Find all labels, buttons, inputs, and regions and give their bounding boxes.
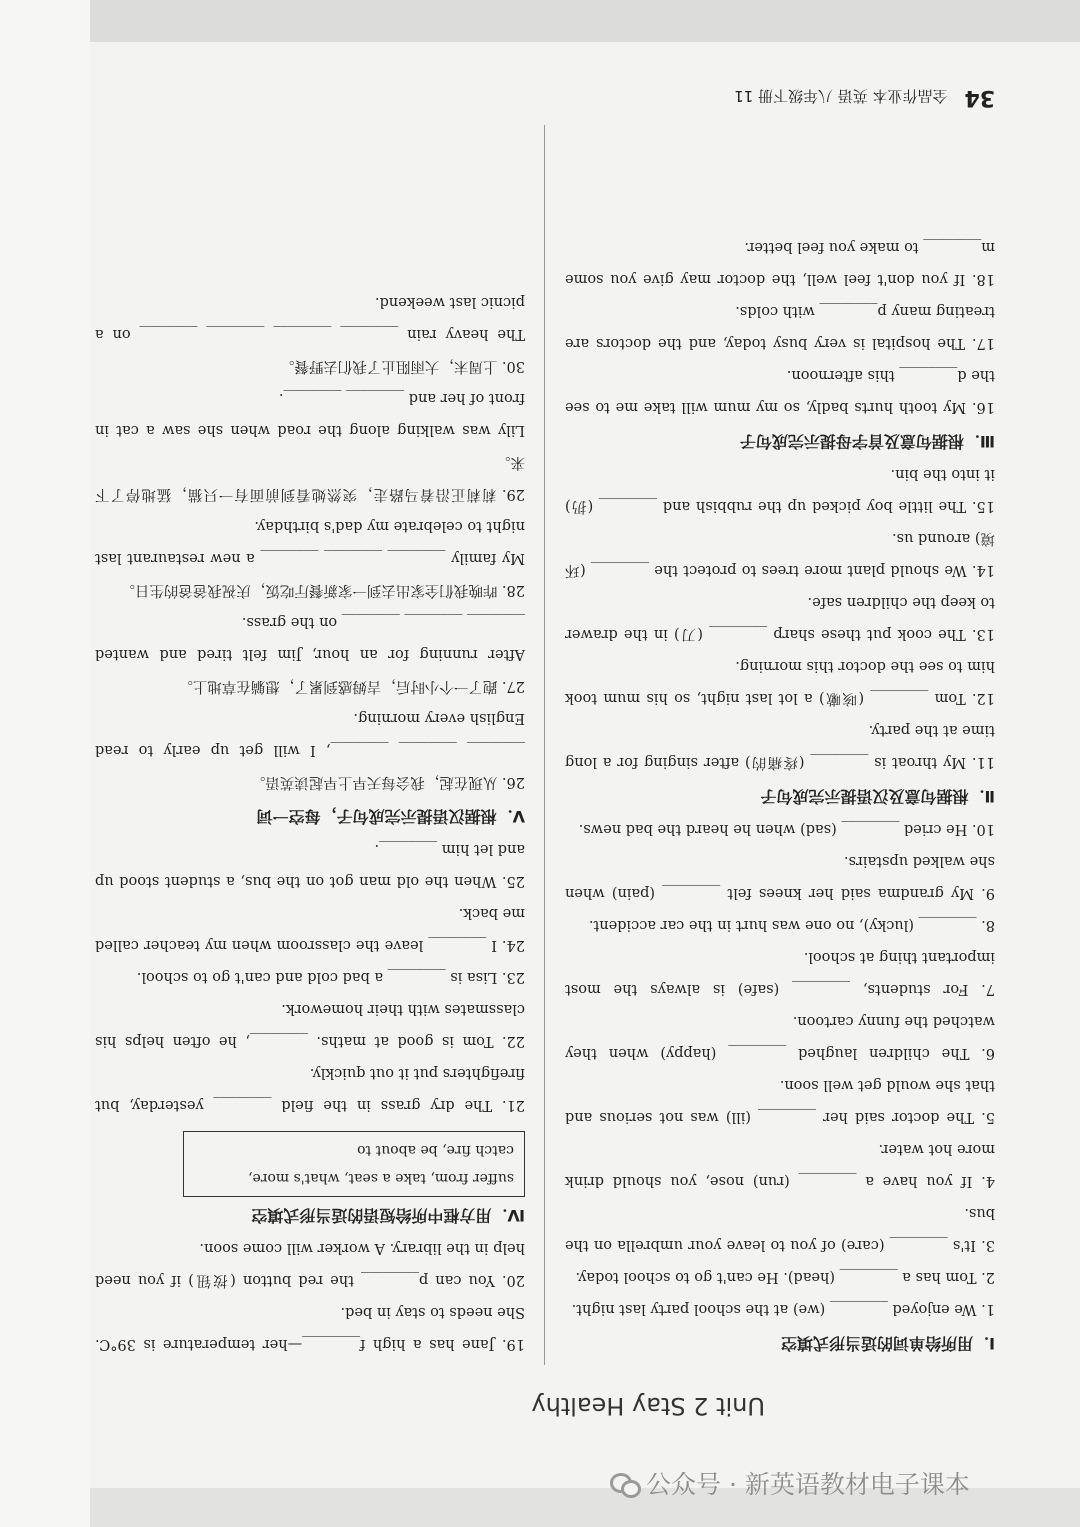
- question-23: 23. Lisa is ________ a bad cold and can't go to school.: [136, 969, 525, 985]
- question-20: 20. You can p________ the red button (按钮) if you need help in the library. A worker will come soon.: [95, 1240, 525, 1288]
- question-13: 13. The cook put these sharp ________ (刀) in the drawer to keep the children safe.: [565, 594, 995, 642]
- question-2: 2. Tom has a ________ (head). He can't go to school today.: [575, 1269, 995, 1285]
- question-17: 17. The hospital is very busy today, and the doctors are treating many p________ with colds.: [565, 303, 995, 351]
- question-3: 3. It's ________ (care) of you to leave your umbrella on the bus.: [565, 1205, 995, 1253]
- right-column: [95, 286, 525, 1360]
- question-22: 22. Tom is good at maths. ________, he often helps his classmates with their homework.: [95, 1001, 525, 1049]
- page-footer: [95, 80, 995, 110]
- question-27-sentence: After running for an hour, Jim felt tired and wanted ________ ________ ________ on the grass.: [95, 614, 525, 662]
- question-15: 15. The little boy picked up the rubbish and ________ (扔) it into the bin.: [565, 466, 995, 514]
- question-1: 1. We enjoyed ________ (we) at the school party last night.: [571, 1301, 995, 1317]
- question-28-prompt: 28. 昨晚我们全家出去到一家新餐厅吃饭，庆祝我爸爸的生日。: [120, 582, 525, 598]
- section-1-heading: Ⅰ．用所给单词的适当形式填空: [781, 1334, 995, 1353]
- section-2-heading: Ⅱ．根据句意及汉语提示完成句子: [760, 787, 995, 806]
- question-6: 6. The children laughed ________ (happy) when they watched the funny cartoon.: [565, 1013, 995, 1061]
- section-5-heading: Ⅴ．根据汉语提示完成句子，每空一词: [256, 807, 525, 826]
- question-5: 5. The doctor said her ________ (ill) was not serious and that she would get well soon.: [565, 1077, 995, 1125]
- question-7: 7. For students, ________ (safe) is always the most important thing at school.: [565, 949, 995, 997]
- column-divider: [544, 125, 545, 1365]
- worksheet-page: [95, 70, 995, 1420]
- page-number: 34: [964, 85, 995, 110]
- question-18: 18. If you don't feel well, the doctor may give you some m________ to make you feel better.: [565, 239, 995, 287]
- section-4-heading: Ⅳ．用方框中所给短语的适当形式填空: [251, 1206, 525, 1225]
- question-29-prompt: 29. 莉莉正沿着马路走，突然她看到前面有一只猫，猛地停了下来。: [95, 454, 525, 502]
- watermark-text: 公众号 · 新英语教材电子课本: [646, 1470, 970, 1499]
- watermark: [610, 1465, 970, 1501]
- question-30-sentence: The heavy rain ________ ________ ________ ________ on a picnic last weekend.: [95, 294, 525, 342]
- section-3-heading: Ⅲ．根据句意及首字母提示完成句子: [739, 432, 995, 451]
- question-19: 19. Jane has a high f________—her temperature is 39°C. She needs to stay in bed.: [95, 1304, 525, 1352]
- page-header: [95, 1380, 995, 1420]
- scan-margin: [0, 0, 90, 1527]
- question-11: 11. My throat is ________ (疼痛的) after singing for a long time at the party.: [565, 722, 995, 770]
- scan-top-edge: [90, 0, 1080, 42]
- question-26-prompt: 26. 从现在起，我会每天早上早起读英语。: [250, 774, 525, 790]
- question-21: 21. The dry grass in the field ________ yesterday, but firefighters put it out quickly.: [95, 1065, 525, 1113]
- question-8: 8. ________ (lucky), no one was hurt in the car accident.: [588, 917, 995, 933]
- question-12: 12. Tom ________ (咳嗽) a lot last night, so his mum took him to see the doctor this morning.: [565, 658, 995, 706]
- question-24: 24. I ________ leave the classroom when my teacher called me back.: [95, 905, 525, 953]
- question-16: 16. My tooth hurts badly, so my mum will take me to see the d________ this afternoon.: [565, 367, 995, 415]
- question-27-prompt: 27. 跑了一个小时后，吉姆感到累了，想躺在草地上。: [178, 678, 525, 694]
- book-title: 全品作业本 英语 八年级下册 11: [734, 87, 948, 105]
- question-14: 14. We should plant more trees to protect the ________ (环境) around us.: [565, 530, 995, 578]
- left-column: [565, 231, 995, 1360]
- question-26-sentence: ________ ________ ________, I will get up early to read English every morning.: [95, 710, 525, 758]
- question-4: 4. If you have a ________ (run) nose, you should drink more hot water.: [565, 1141, 995, 1189]
- question-25: 25. When the old man got on the bus, a student stood up and let him ________.: [95, 841, 525, 889]
- phrase-box: [183, 1131, 525, 1197]
- question-9: 9. My grandma said her knees felt ________ (pain) when she walked upstairs.: [565, 853, 995, 901]
- question-10: 10. He cried ________ (sad) when he heard the bad news.: [578, 821, 995, 837]
- question-29-sentence: Lily was walking along the road when she saw a cat in front of her and ________ ________.: [95, 390, 525, 438]
- question-30-prompt: 30. 上周末，大雨阻止了我们去野餐。: [279, 358, 525, 374]
- question-28-sentence: My family ________ ________ ________ a new restaurant last night to celebrate my dad's birthday.: [95, 518, 525, 566]
- phrase-box-line-1: suffer from, take a seat, what's more,: [248, 1170, 514, 1186]
- wechat-icon: [610, 1471, 640, 1495]
- unit-title: Unit 2 Stay Healthy: [531, 1392, 765, 1420]
- phrase-box-line-2: catch fire, be about to: [357, 1142, 514, 1158]
